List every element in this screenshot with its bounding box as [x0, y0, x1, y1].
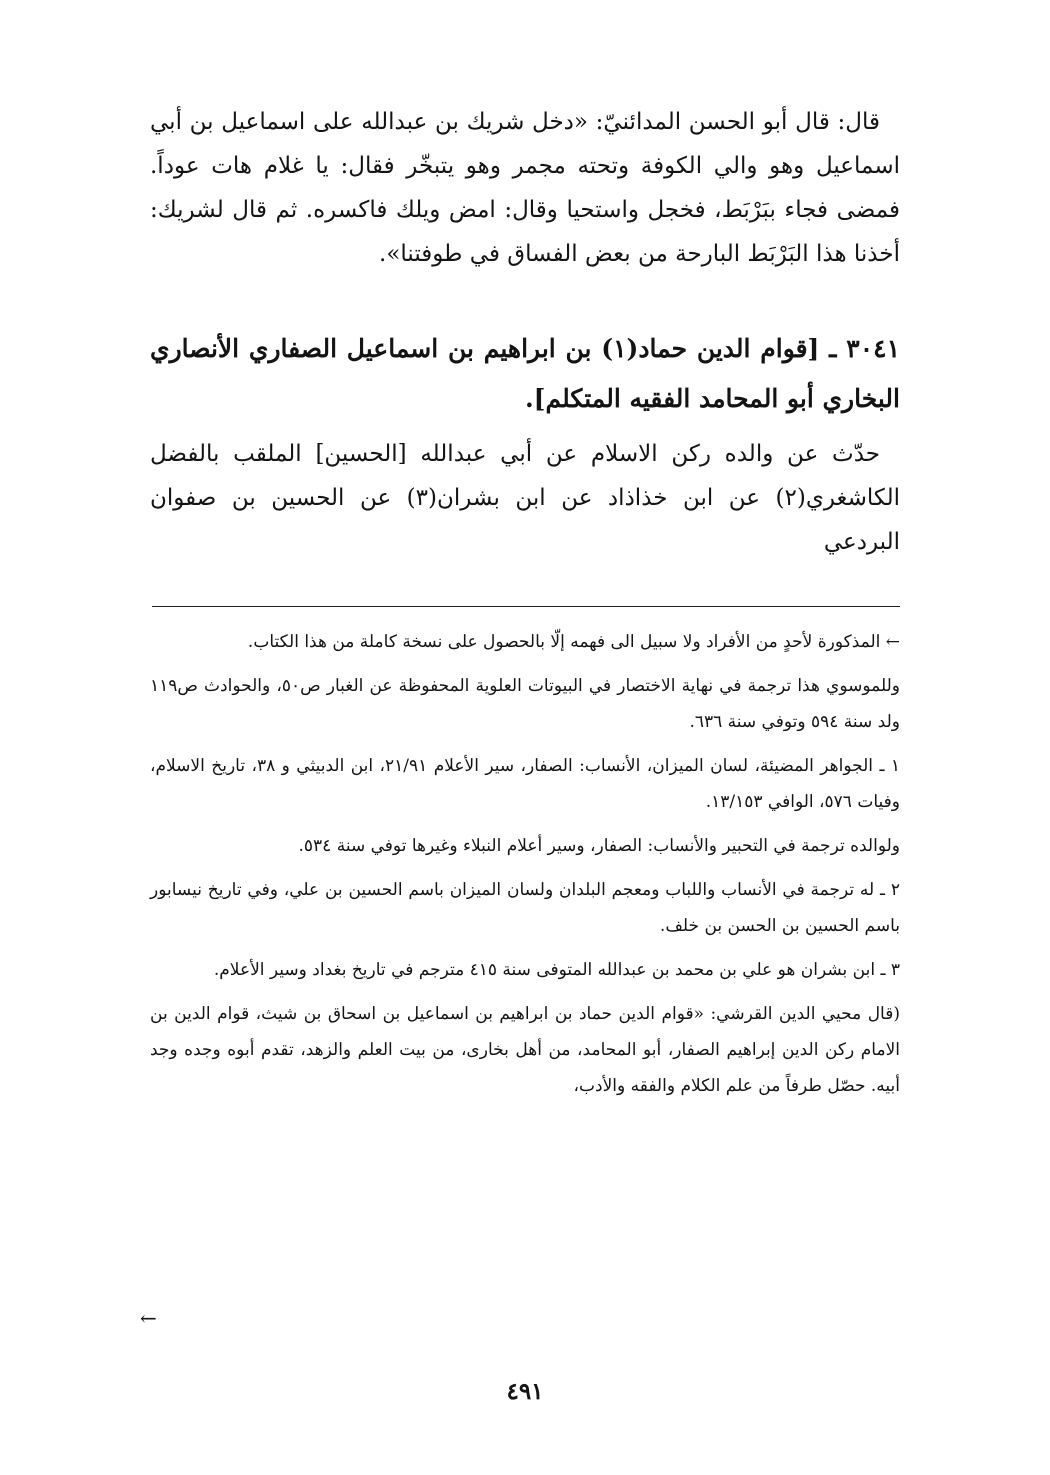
- footnote-divider: [152, 606, 900, 607]
- continuation-arrow-icon: ←: [140, 1306, 157, 1330]
- footnote-1: ١ ـ الجواهر المضيئة، لسان الميزان، الأنساب: الصفار، سير الأعلام ٢١/٩١، ابن الدبيثي و ٣٨، تاريخ الاسلام، وفيات ٥٧٦، الوافي ١٣/١٥٣.: [150, 756, 900, 812]
- entry-heading: ٣٠٤١ ـ [قوام الدين حماد(١) بن ابراهيم بن اسماعيل الصفاري الأنصاري البخاري أبو المحامد الفقيه المتكلم].: [150, 334, 900, 413]
- footnote-3: ٣ ـ ابن بشران هو علي بن محمد بن عبدالله المتوفى سنة ٤١٥ مترجم في تاريخ بغداد وسير الأعلام.: [213, 960, 900, 980]
- intro-paragraph: قال: قال أبو الحسن المدائنيّ: «دخل شريك بن عبدالله على اسماعيل بن أبي اسماعيل وهو والي الكوفة وتحته مجمر وهو يتبخّر فقال: يا غلام هات عوداً. فمضى فجاء ببَرْبَط، فخجل واستحيا وقال: امض ويلك فاكسره. ثم قال لشريك: أخذنا هذا البَرْبَط البارحة من بعض الفساق في طوفتنا».: [150, 109, 900, 267]
- page-number: ٤٩١: [506, 1378, 544, 1405]
- entry-body: حدّث عن والده ركن الاسلام عن أبي عبدالله [الحسين] الملقب بالفضل الكاشغري(٢) عن ابن خذاذاد عن ابن بشران(٣) عن الحسين بن صفوان البردعي: [150, 441, 900, 555]
- main-text: [150, 100, 900, 564]
- footnote-continuation: ← المذكورة لأحدٍ من الأفراد ولا سبيل الى فهمه إلّا بالحصول على نسخة كاملة من هذا الكتاب.: [247, 632, 900, 652]
- footnote-2: ٢ ـ له ترجمة في الأنساب واللباب ومعجم البلدان ولسان الميزان باسم الحسين بن علي، وفي تاريخ نيسابور باسم الحسين بن الحسن بن خلف.: [150, 880, 900, 936]
- footnote-paragraph: (قال محيي الدين القرشي: «قوام الدين حماد بن ابراهيم بن اسماعيل بن اسحاق بن شيث، قوام الدين بن الامام ركن الدين إبراهيم الصفار، أبو المحامد، من أهل بخارى، من بيت العلم والزهد، تقدم أبوه وجده وجد أبيه. حصّل طرفاً من علم الكلام والفقه والأدب،: [150, 1004, 900, 1096]
- footnote-paragraph: ولوالده ترجمة في التحبير والأنساب: الصفار، وسير أعلام النبلاء وغيرها توفي سنة ٥٣٤.: [298, 836, 900, 856]
- footnote-paragraph: وللموسوي هذا ترجمة في نهاية الاختصار في البيوتات العلوية المحفوظة عن الغبار ص٥٠، والحوادث ص١١٩ ولد سنة ٥٩٤ وتوفي سنة ٦٣٦.: [150, 676, 900, 732]
- footnotes: [150, 624, 900, 1112]
